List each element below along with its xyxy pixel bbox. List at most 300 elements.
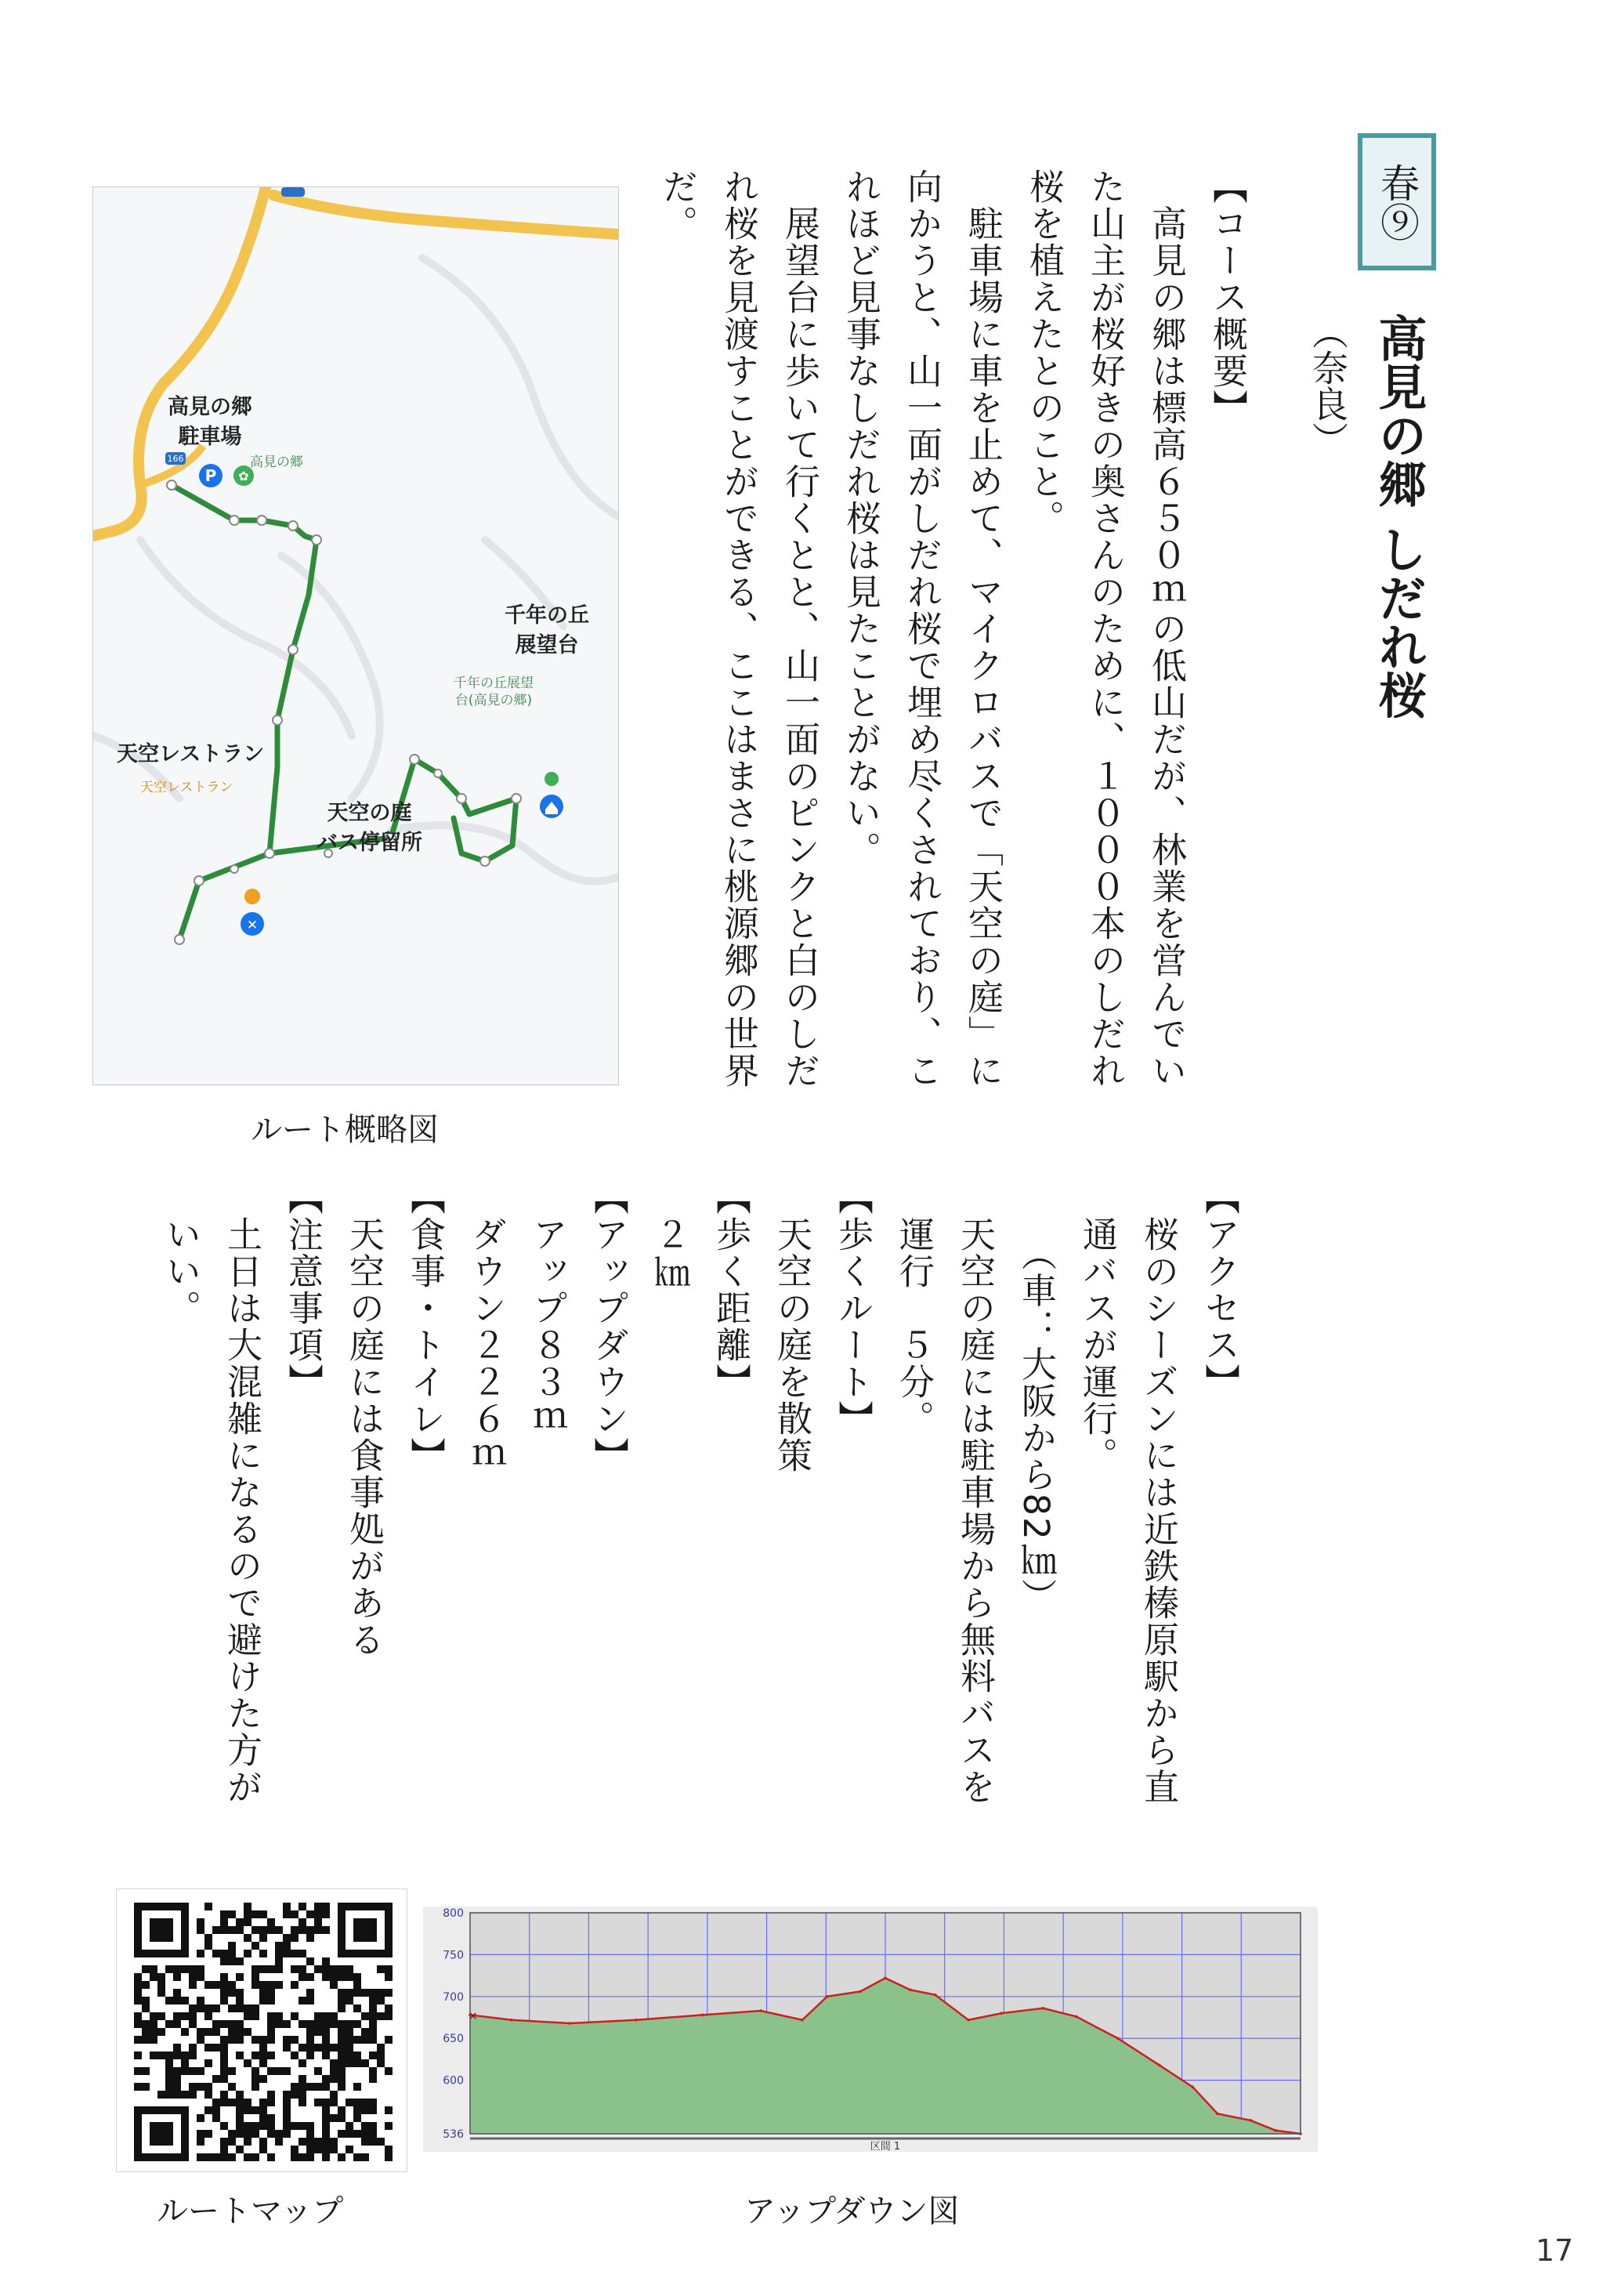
qr-module [220,2044,228,2052]
qr-module [150,1965,157,1973]
qr-module [267,2067,275,2075]
qr-module [244,2153,251,2161]
qr-module [338,2106,346,2114]
qr-module [369,2067,377,2075]
qr-module [189,1981,197,1989]
qr-module [291,1934,298,1942]
qr-module [259,2059,267,2067]
qr-module [251,1926,259,1934]
qr-module [314,2012,322,2020]
qr-module [189,2044,197,2052]
qr-module [212,2020,220,2028]
qr-module [267,1997,275,2004]
qr-module [197,2028,204,2036]
qr-module [220,2059,228,2067]
qr-module [298,2059,306,2067]
season-tag [1358,133,1436,270]
qr-module [267,2020,275,2028]
qr-module [181,2052,189,2059]
qr-module [298,1965,306,1973]
qr-module [228,1981,236,1989]
qr-module [346,2028,353,2036]
qr-module [197,1950,204,1957]
qr-module [369,1997,377,2004]
elevation-point [909,1988,912,1991]
qr-module [204,2106,212,2114]
qr-module [267,2052,275,2059]
elevation-point [1216,2113,1219,2116]
qr-module [283,2020,291,2028]
qr-module [314,2099,322,2106]
qr-module [338,2059,346,2067]
qr-module [353,1981,361,1989]
qr-module [369,2004,377,2012]
qr-module [283,2130,291,2138]
qr-module [267,2036,275,2044]
qr-module [306,1973,314,1981]
qr-module [322,1973,330,1981]
qr-module [197,1973,204,1981]
map-caption: ルート概略図 [251,1112,439,1148]
qr-module [283,1934,291,1942]
qr-module [189,2052,197,2059]
qr-module [228,2028,236,2036]
qr-module [236,2099,244,2106]
qr-module [322,2028,330,2036]
qr-module [259,2036,267,2044]
qr-module [306,1934,314,1942]
qr-module [361,2138,369,2146]
qr-module [298,1997,306,2004]
qr-module [228,2099,236,2106]
qr-module [259,2122,267,2130]
qr-module [259,1926,267,1934]
qr-module [306,2146,314,2153]
qr-module [204,2083,212,2091]
qr-module [353,1989,361,1997]
start-marker: ✕ [469,2010,478,2023]
qr-module [212,2004,220,2012]
qr-module [361,2130,369,2138]
qr-module [251,2075,259,2083]
label-observatory: 千年の丘 展望台 [505,603,589,657]
qr-module [134,2012,142,2020]
qr-module [150,2020,157,2028]
qr-module [220,2020,228,2028]
qr-module [306,2052,314,2059]
qr-module [173,2075,181,2083]
qr-module [212,2075,220,2083]
qr-module [236,2146,244,2153]
y-tick-label: 536 [443,2128,464,2141]
qr-module [165,1997,173,2004]
qr-module [142,2036,150,2044]
qr-module [314,1918,322,1926]
qr-module [306,1997,314,2004]
qr-module [157,2052,165,2059]
qr-module [267,2153,275,2161]
qr-module [322,2044,330,2052]
qr-module [189,1965,197,1973]
qr-module [142,1981,150,1989]
qr-module [157,1989,165,1997]
qr-module [314,2138,322,2146]
qr-module [204,2059,212,2067]
qr-module [306,2083,314,2091]
qr-module [338,1973,346,1981]
qr-module [322,2146,330,2153]
qr-module [314,1926,322,1934]
qr-module [251,2036,259,2044]
qr-module [275,1957,283,1965]
qr-module [314,1910,322,1918]
qr-module [212,2114,220,2122]
qr-module [267,2114,275,2122]
qr-finder-core [150,2122,173,2146]
qr-module [204,1981,212,1989]
qr-module [220,1989,228,1997]
qr-module [377,2059,385,2067]
qr-module [346,1965,353,1973]
qr-module [267,1926,275,1934]
qr-module [189,2083,197,2091]
qr-module [314,2028,322,2036]
qr-module [142,2020,150,2028]
qr-module [267,2130,275,2138]
qr-module [220,2036,228,2044]
qr-module [189,1973,197,1981]
qr-module [306,2020,314,2028]
qr-module [283,2099,291,2106]
qr-module [314,1903,322,1910]
qr-module [298,2020,306,2028]
qr-module [298,2138,306,2146]
qr-module [197,2130,204,2138]
qr-module [291,1926,298,1934]
qr-module [353,2036,361,2044]
qr-module [181,2067,189,2075]
y-tick-label: 700 [443,1990,464,2004]
qr-module [259,2099,267,2106]
qr-module [322,2012,330,2020]
qr-module [322,2114,330,2122]
qr-module [212,1950,220,1957]
qr-module [369,2028,377,2036]
qr-module [236,2130,244,2138]
qr-module [346,1973,353,1981]
qr-module [220,2075,228,2083]
qr-module [228,1942,236,1950]
qr-module [306,1926,314,1934]
qr-module [251,2052,259,2059]
elevation-point [1158,2064,1161,2067]
qr-module [338,2130,346,2138]
qr-module [197,1918,204,1926]
qr-module [385,1989,393,1997]
qr-module [228,2083,236,2091]
qr-module [283,2036,291,2044]
x-axis-label: 区間 1 [870,2141,901,2152]
qr-module [306,2028,314,2036]
qr-module [283,2114,291,2122]
qr-module [322,2106,330,2114]
qr-module [283,1942,291,1950]
qr-module [267,2091,275,2099]
elevation-point [826,1995,829,1998]
qr-module [142,2067,150,2075]
qr-module [251,2130,259,2138]
qr-module [385,2036,393,2044]
qr-module [259,1997,267,2004]
svg-text:✕: ✕ [246,918,259,933]
qr-module [134,2067,142,2075]
qr-module [298,2153,306,2161]
qr-module [189,2020,197,2028]
qr-module [283,1910,291,1918]
qr-module [244,1910,251,1918]
qr-module [385,2153,393,2161]
qr-module [236,2122,244,2130]
qr-module [197,1997,204,2004]
elevation-point [1274,2129,1277,2132]
qr-module [361,2036,369,2044]
qr-module [251,1942,259,1950]
qr-module [275,1942,283,1950]
qr-module [346,2036,353,2044]
qr-module [244,2106,251,2114]
elevation-point [859,1990,862,1994]
qr-module [204,2012,212,2020]
qr-module [251,2106,259,2114]
qr-module [134,1997,142,2004]
qr-module [291,2083,298,2091]
qr-module [150,2036,157,2044]
qr-module [251,2012,259,2020]
qr-module [251,1981,259,1989]
y-tick-label: 800 [443,1907,464,1920]
qr-module [228,1989,236,1997]
qr-module [338,1997,346,2004]
qr-module [251,1965,259,1973]
qr-module [369,2099,377,2106]
qr-module [220,1973,228,1981]
qr-module [330,2059,338,2067]
qr-module [306,1957,314,1965]
qr-module [251,2083,259,2091]
qr-module [236,2004,244,2012]
qr-module [220,2099,228,2106]
qr-module [259,1934,267,1942]
qr-module [314,2020,322,2028]
qr-module [283,1903,291,1910]
qr-module [165,2091,173,2099]
qr-module [377,1965,385,1973]
qr-module [220,1950,228,1957]
qr-module [291,2153,298,2161]
main-road-east [273,195,618,234]
qr-module [204,2004,212,2012]
qr-module [259,1989,267,1997]
qr-module [306,2138,314,2146]
elevation-point [1075,2015,1078,2019]
qr-module [346,1989,353,1997]
qr-module [377,1997,385,2004]
qr-module [283,2106,291,2114]
qr-module [267,1989,275,1997]
elevation-point [759,2009,762,2012]
qr-module [267,1918,275,1926]
qr-module [361,2122,369,2130]
qr-module [220,1918,228,1926]
qr-module [361,2012,369,2020]
qr-module [338,2153,346,2161]
qr-module [275,1926,283,1934]
qr-module [173,1965,181,1973]
qr-module [306,1989,314,1997]
label-bus-stop: 天空の庭 バス停留所 [317,801,422,855]
qr-module [330,2138,338,2146]
elevation-point [801,2019,804,2022]
qr-module [298,2083,306,2091]
qr-module [338,1989,346,1997]
label-takami-small: 高見の郷 [250,454,303,470]
qr-module [283,2044,291,2052]
qr-module [338,2036,346,2044]
qr-module [220,2153,228,2161]
qr-module [346,2099,353,2106]
qr-module [236,1926,244,1934]
qr-module [338,2075,346,2083]
qr-module [236,2091,244,2099]
qr-module [134,2020,142,2028]
qr-module [244,2004,251,2012]
qr-module [212,1926,220,1934]
qr-module [173,2020,181,2028]
qr-module [267,2099,275,2106]
svg-text:P: P [204,466,217,485]
qr-module [298,2099,306,2106]
qr-module [134,1973,142,1981]
qr-module [322,2075,330,2083]
qr-module [291,2052,298,2059]
qr-module [322,2130,330,2138]
qr-module [259,2146,267,2153]
qr-module [291,2146,298,2153]
qr-module [173,2052,181,2059]
qr-module [197,2004,204,2012]
qr-module [377,2012,385,2020]
qr-module [353,2052,361,2059]
qr-module [322,2020,330,2028]
qr-module [385,2012,393,2020]
qr-module [330,1973,338,1981]
elevation-point [1191,2085,1194,2088]
qr-module [291,2122,298,2130]
qr-module [204,2130,212,2138]
qr-module [377,2044,385,2052]
qr-finder-core [150,1918,173,1942]
qr-module [220,2067,228,2075]
qr-module [330,2091,338,2099]
qr-module [220,1957,228,1965]
elevation-point [934,1994,937,1997]
qr-module [228,1910,236,1918]
qr-module [197,2153,204,2161]
qr-module [236,2114,244,2122]
qr-module [314,2083,322,2091]
qr-module [244,1934,251,1942]
qr-code-graphic [117,1889,407,2171]
qr-module [306,2044,314,2052]
qr-module [346,2020,353,2028]
elevation-point [1116,2037,1120,2040]
qr-module [212,2028,220,2036]
qr-module [142,1997,150,2004]
qr-module [330,2075,338,2083]
qr-module [165,2083,173,2091]
qr-module [228,2036,236,2044]
qr-module [134,2052,142,2059]
restaurant-icon [241,889,264,936]
qr-module [259,2138,267,2146]
qr-module [228,1950,236,1957]
parking-icon [199,464,223,487]
qr-module [259,2044,267,2052]
qr-module [275,2130,283,2138]
qr-module [275,1950,283,1957]
qr-module [322,2083,330,2091]
qr-module [369,2106,377,2114]
qr-module [267,2028,275,2036]
qr-module [251,2067,259,2075]
qr-module [338,2044,346,2052]
qr-module [236,2036,244,2044]
qr-module [236,2028,244,2036]
qr-module [244,2130,251,2138]
qr-module [346,2052,353,2059]
qr-module [244,2012,251,2020]
qr-module [142,2028,150,2036]
qr-module [330,2012,338,2020]
qr-module [361,1989,369,1997]
qr-module [173,2012,181,2020]
qr-module [353,1973,361,1981]
qr-module [173,2067,181,2075]
qr-module [298,2075,306,2083]
qr-module [322,2099,330,2106]
qr-module [377,1989,385,1997]
qr-module [369,2122,377,2130]
qr-module [275,2138,283,2146]
qr-module [361,2028,369,2036]
qr-module [220,1997,228,2004]
qr-module [361,2106,369,2114]
title-sub: （奈良） [1307,313,1349,458]
qr-module [204,1942,212,1950]
qr-module [251,2153,259,2161]
qr-module [346,2059,353,2067]
qr-module [291,1981,298,1989]
elevation-point [510,2019,513,2022]
qr-finder-core [353,1918,377,1942]
qr-module [251,2122,259,2130]
qr-module [314,2146,322,2153]
qr-module [338,2020,346,2028]
qr-module [369,2012,377,2020]
qr-module [134,1981,142,1989]
route-map [92,187,619,1085]
qr-module [197,2138,204,2146]
